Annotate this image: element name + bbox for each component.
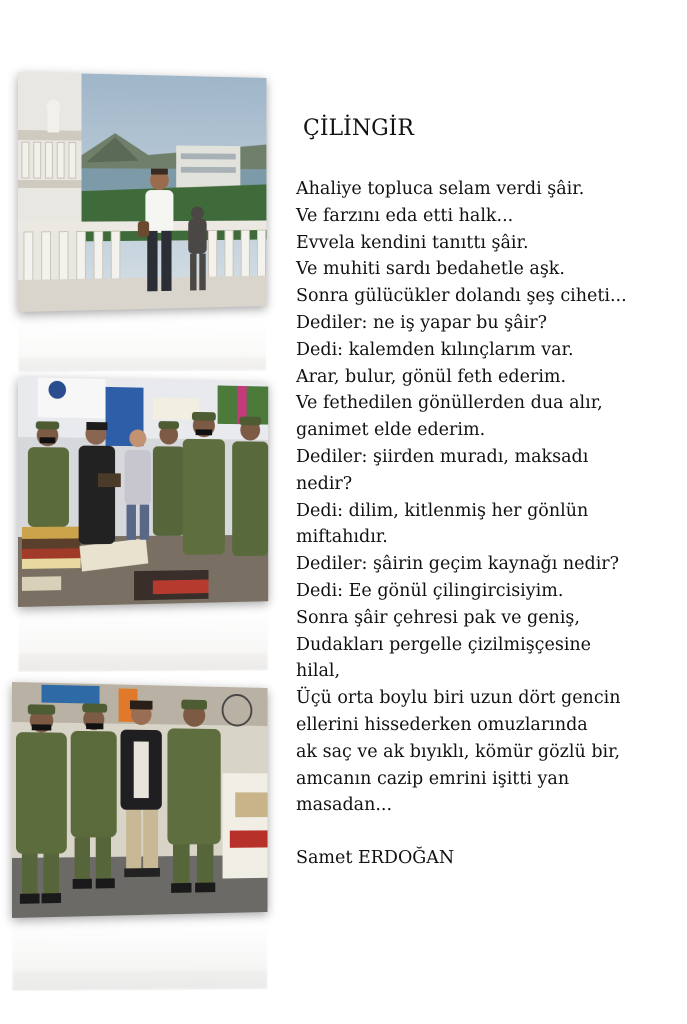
reflection-fill [18, 316, 266, 372]
poem-line: Evvela kendini tanıttı şâir. [296, 232, 529, 253]
poem-line: Dudakları pergelle çizilmişçesine [296, 634, 592, 655]
balcony-scene [18, 72, 266, 312]
photo-reflection [18, 610, 268, 672]
poem-author: Samet ERDOĞAN [296, 848, 455, 868]
poem-line: Dedi: Ee gönül çilingircisiyim. [296, 580, 564, 601]
poem-line: ellerini hissederken omuzlarında [296, 714, 588, 735]
group-scene [12, 682, 268, 918]
poem-title: ÇİLİNGİR [303, 116, 414, 141]
photo-poet-on-balcony [18, 72, 266, 312]
poem-line: Üçü orta boylu biri uzun dört gencin [296, 688, 621, 709]
poem-line: Dedi: dilim, kitlenmiş her gönlün [296, 500, 589, 521]
poem-line: hilal, [296, 661, 341, 682]
book-fair-scene [18, 377, 268, 607]
reflection-fill [18, 610, 268, 672]
poem-line: ak saç ve ak bıyıklı, kömür gözlü bir, [296, 741, 621, 762]
poem-line: Dediler: şiirden muradı, maksadı [296, 446, 589, 467]
reflection-fill [12, 921, 268, 991]
poem-line: Arar, bulur, gönül feth ederim. [296, 366, 567, 387]
photo-reflection [18, 316, 266, 372]
poem-line: Sonra gülücükler dolandı şeş ciheti... [296, 286, 627, 307]
poem-line: ganimet elde ederim. [296, 420, 486, 441]
poem-line: nedir? [296, 473, 353, 494]
poem-line: Ve muhiti sardı bedahetle aşk. [296, 259, 565, 280]
poem-line: amcanın cazip emrini işitti yan [296, 768, 570, 789]
poem-line: Ve fethedilen gönüllerden dua alır, [296, 393, 603, 414]
poem-body [296, 176, 681, 819]
poem-line: Dedi: kalemden kılınçlarım var. [296, 339, 574, 360]
poem-line: masadan... [296, 795, 393, 816]
photo-book-fair-soldiers [18, 377, 268, 607]
poem-line: Sonra şâir çehresi pak ve geniş, [296, 607, 580, 628]
poem-line: Dediler: ne iş yapar bu şâir? [296, 312, 547, 333]
poem-line: miftahıdır. [296, 527, 388, 548]
poem-line: Ahaliye topluca selam verdi şâir. [296, 179, 585, 199]
poem-line: Dediler: şâirin geçim kaynağı nedir? [296, 554, 620, 575]
poem-line: Ve farzını eda etti halk... [296, 205, 514, 226]
photo-reflection [12, 921, 268, 991]
photo-group-soldiers [12, 682, 268, 918]
